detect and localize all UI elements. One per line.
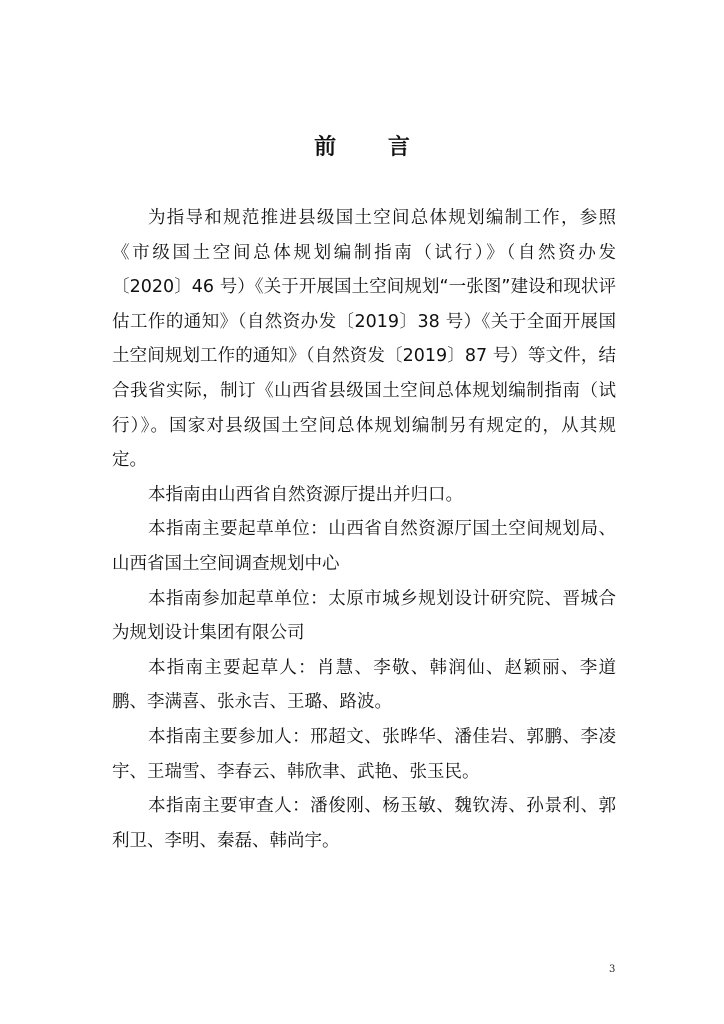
paragraph-introduction: 为指导和规范推进县级国土空间总体规划编制工作，参照《市级国土空间总体规划编制指南（试行）》（自然资办发〔2020〕46 号）《关于开展国土空间规划“一张图”建设和现状评估工作的通知》（自然资办发〔2019〕38 号）《关于全面开展国土空间规划工作的通知》（自然资发〔2019〕87 号）等文件，结合我省实际，制订《山西省县级国土空间总体规划编制指南（试行）》。国家对县级国土空间总体规划编制另有规定的，从其规定。 <box>112 208 616 471</box>
page-number: 3 <box>609 964 616 975</box>
paragraph-participating-units: 本指南参加起草单位：太原市城乡规划设计研究院、晋城合为规划设计集团有限公司 <box>112 588 616 644</box>
paragraph-proposer: 本指南由山西省自然资源厅提出并归口。 <box>148 484 463 505</box>
paragraph-main-drafters: 本指南主要起草人：肖慧、李敬、韩润仙、赵颖丽、李道鹏、李满喜、张永吉、王璐、路波。 <box>112 657 616 713</box>
paragraph-reviewers: 本指南主要审查人：潘俊刚、杨玉敏、魏钦涛、孙景利、郭利卫、李明、秦磊、韩尚宇。 <box>112 796 616 851</box>
page-title: 前 言 <box>314 135 432 160</box>
paragraph-main-drafting-units: 本指南主要起草单位：山西省自然资源厅国土空间规划局、山西省国土空间调查规划中心 <box>112 519 616 574</box>
paragraph-participants: 本指南主要参加人：邢超文、张晔华、潘佳岩、郭鹏、李凌宇、王瑞雪、李春云、韩欣聿、武艳、张玉民。 <box>112 726 616 782</box>
document-body <box>112 201 616 858</box>
